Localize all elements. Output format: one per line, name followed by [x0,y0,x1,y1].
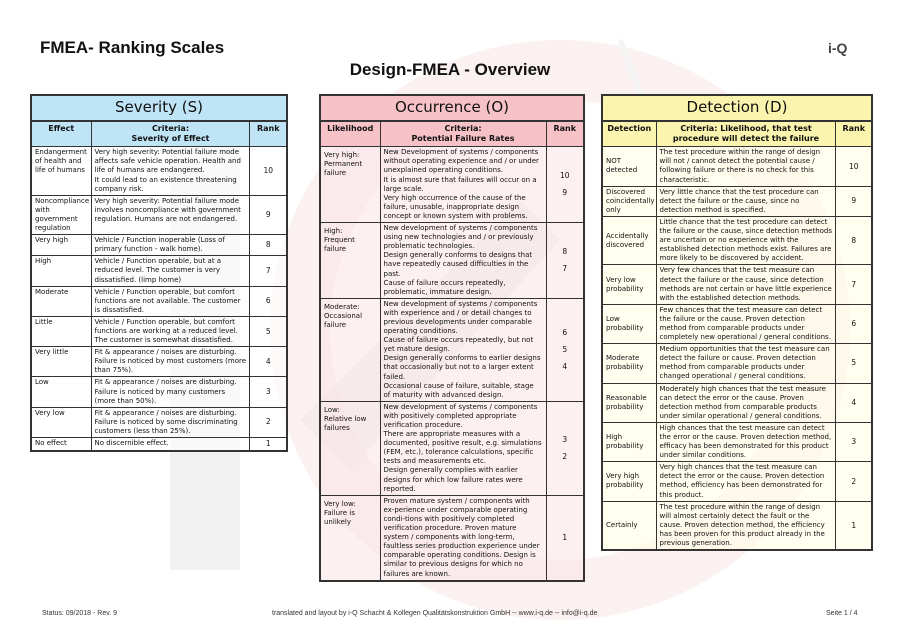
occurrence-rank-value: 3 [562,435,568,445]
severity-rank: 1 [250,438,287,451]
severity-rank: 10 [250,147,287,195]
severity-effect: Noncompliance with government regulation [31,195,91,234]
table-row [31,316,287,346]
severity-col-criteria: Criteria: Severity of Effect [91,121,250,147]
detection-criteria: Very few chances that the test measure can detect the failure or the cause, since detection methods are not certain or have little experience with the established detection methods. [656,265,836,304]
detection-criteria: Very high chances that the test measure can detect the error or the cause. Proven detection method, efficiency has been demonstrated for this product. [656,462,836,501]
occurrence-rank [546,298,584,401]
severity-effect: Little [31,316,91,346]
severity-rank: 4 [250,347,287,377]
footer-page-number: Seite 1 / 4 [826,610,858,617]
detection-level: Certainly [602,501,656,550]
table-row [602,501,872,550]
occurrence-col-rank: Rank [546,121,584,147]
detection-level: Very high probability [602,462,656,501]
table-row [320,298,584,401]
detection-level: NOT detected [602,147,656,186]
severity-effect: High [31,256,91,286]
occurrence-rank-value: 4 [562,361,568,371]
severity-col-rank: Rank [250,121,287,147]
detection-level: Very low probability [602,265,656,304]
table-row [602,344,872,383]
table-row [31,347,287,377]
detection-level: Discovered coincidentally only [602,186,656,216]
severity-criteria: Vehicle / Function operable, but comfort functions are not available. The customer is dissatisfied. [91,286,250,316]
table-row [31,256,287,286]
detection-title: Detection (D) [602,95,872,121]
footer-credit: translated and layout by i-Q Schacht & Kollegen Qualitätskonstruktion GmbH -- www.i-q.de -- info@i-q.de [272,610,598,617]
occurrence-col-criteria: Criteria: Potential Failure Rates [380,121,546,147]
occurrence-criteria: New development of systems / components with positively completed appropriate verification procedure. There are appropriate measures with a documented, positive result, e.g. simulations (FEM, etc.), tolerance calculations, specific tests and measurements etc. Design generally complies with earlier designs for which low failure rates were reported. [380,401,546,495]
occurrence-likelihood: Low: Relative low failures [320,401,380,495]
severity-col-effect: Effect [31,121,91,147]
detection-rank: 1 [836,501,872,550]
table-row [31,438,287,451]
detection-criteria: High chances that the test measure can detect the error or the cause. Proven detection method, efficacy has been demonstrated for this product under similar conditions. [656,422,836,461]
occurrence-rank-value: 8 [562,247,568,257]
detection-rank: 5 [836,344,872,383]
occurrence-rank-value: 1 [562,532,568,542]
severity-criteria: Very high severity: Potential failure mode affects safe vehicle operation. Health and life of humans are endangered. It could lead to an existence threatening company risk. [91,147,250,195]
detection-criteria: Few chances that the test measure can detect the failure or the cause. Proven detection method from comparable products under completely new operational / general conditions. [656,304,836,343]
occurrence-title: Occurrence (O) [320,95,584,121]
occurrence-rank-value: 2 [562,451,568,461]
table-row [31,377,287,407]
occurrence-rank-value: 9 [562,188,568,198]
severity-rank: 5 [250,316,287,346]
severity-title: Severity (S) [31,95,287,121]
document-title: FMEA- Ranking Scales [40,38,225,57]
severity-criteria: No discernible effect. [91,438,250,451]
severity-effect: Endangerment of health and life of humans [31,147,91,195]
severity-effect: Very high [31,235,91,256]
detection-level: Reasonable probability [602,383,656,422]
detection-criteria: Little chance that the test procedure can detect the failure or the cause, since detection methods are uncertain or no experience with the established detection methods exist. Failures are more likely to be discovered by accident. [656,216,836,264]
detection-col-rank: Rank [836,121,872,147]
detection-criteria: Very little chance that the test procedure can detect the failure or the cause, since no detection method is specified. [656,186,836,216]
severity-criteria: Fit & appearance / noises are disturbing. Failure is noticed by some discriminating customers (less than 25%). [91,407,250,437]
detection-level: Accidentally discovered [602,216,656,264]
table-row [320,495,584,580]
detection-level: Low probability [602,304,656,343]
occurrence-likelihood: Very high: Permanent failure [320,147,380,223]
occurrence-rank [546,495,584,580]
severity-criteria: Very high severity: Potential failure mode involves noncompliance with government regulation. Humans are not endangered. [91,195,250,234]
detection-criteria: The test procedure within the range of design will not / cannot detect the potential cause / following failure or there is no check for this characteristic. [656,147,836,186]
occurrence-rank-value: 5 [562,344,568,354]
occurrence-rank-value: 10 [559,171,570,181]
severity-rank: 8 [250,235,287,256]
severity-effect: Very low [31,407,91,437]
occurrence-criteria: Proven mature system / components with ex-perience under comparable operating condi-tions with positively completed verification procedure. Proven mature system / components with long-term, faultless series production experience under comparable operating conditions. Design is similar to previous designs for which no failures are known. [380,495,546,580]
severity-criteria: Fit & appearance / noises are disturbing. Failure is noticed by many customers (more than 50%). [91,377,250,407]
occurrence-rank-value: 6 [562,328,568,338]
detection-col-criteria: Criteria: Likelihood, that test procedure will detect the failure [656,121,836,147]
table-row [602,147,872,186]
detection-rank: 6 [836,304,872,343]
detection-rank: 4 [836,383,872,422]
severity-effect: Moderate [31,286,91,316]
table-row [602,186,872,216]
detection-criteria: Medium opportunities that the test measure can detect the failure or cause. Proven detection method from comparable products under changed operational / general conditions. [656,344,836,383]
detection-rank: 7 [836,265,872,304]
table-row [320,147,584,223]
occurrence-likelihood: Moderate: Occasional failure [320,298,380,401]
detection-col-detection: Detection [602,121,656,147]
occurrence-rank [546,401,584,495]
table-row [602,462,872,501]
occurrence-rank [546,223,584,299]
occurrence-table [319,94,585,582]
severity-criteria: Vehicle / Function operable, but at a reduced level. The customer is very dissatisfied. (limp home) [91,256,250,286]
severity-rank: 3 [250,377,287,407]
occurrence-likelihood: High: Frequent failure [320,223,380,299]
severity-rank: 2 [250,407,287,437]
detection-level: High probability [602,422,656,461]
detection-table [601,94,873,551]
detection-rank: 9 [836,186,872,216]
table-row [602,265,872,304]
severity-criteria: Vehicle / Function operable, but comfort functions are working at a reduced level. The customer is somewhat dissatisfied. [91,316,250,346]
table-row [602,216,872,264]
occurrence-criteria: New development of systems / components using new technologies and / or previously problematic technologies. Design generally conforms to designs that have repeatedly caused difficulties in the past. Cause of failure occurs repeatedly, problematic, immature design. [380,223,546,299]
table-row [320,223,584,299]
table-row [31,407,287,437]
table-row [31,286,287,316]
severity-effect: No effect [31,438,91,451]
footer-status: Status: 09/2018 - Rev. 9 [42,610,117,617]
severity-rank: 6 [250,286,287,316]
page-subtitle: Design-FMEA - Overview [349,60,551,79]
occurrence-likelihood: Very low: Failure is unlikely [320,495,380,580]
severity-criteria: Fit & appearance / noises are disturbing. Failure is noticed by most customers (more than 75%). [91,347,250,377]
occurrence-criteria: New development of systems / components with experience and / or detail changes to previous developments under comparable operating conditions. Cause of failure occurs repeatedly, but not yet mature design. Design generally conforms to earlier designs that occasionally but not to a larger extent failed. Occasional cause of failure, suitable, stage of maturity with advanced design. [380,298,546,401]
detection-rank: 10 [836,147,872,186]
table-row [602,304,872,343]
table-row [31,147,287,195]
table-row [31,235,287,256]
table-row [320,401,584,495]
detection-criteria: The test procedure within the range of design will almost certainly detect the fault or the cause. Proven detection method, the efficiency has been proven for this product already in the previous generation. [656,501,836,550]
severity-effect: Low [31,377,91,407]
table-row [602,383,872,422]
occurrence-col-likelihood: Likelihood [320,121,380,147]
detection-criteria: Moderately high chances that the test measure can detect the error or the cause. Proven detection method from comparable products under similar operational / general conditions. [656,383,836,422]
detection-rank: 3 [836,422,872,461]
iq-logo: i-Q [828,40,848,56]
severity-rank: 9 [250,195,287,234]
detection-level: Moderate probability [602,344,656,383]
occurrence-criteria: New Development of systems / components without operating experience and / or under unexplained operating conditions. It is almost sure that failures will occur on a large scale. Very high occurrence of the cause of the failure, unusable, inappropriate design concept or known system with problems. [380,147,546,223]
occurrence-rank [546,147,584,223]
severity-rank: 7 [250,256,287,286]
table-row [31,195,287,234]
detection-rank: 8 [836,216,872,264]
occurrence-rank-value: 7 [562,263,568,273]
severity-table [30,94,288,452]
table-row [602,422,872,461]
detection-rank: 2 [836,462,872,501]
severity-effect: Very little [31,347,91,377]
severity-criteria: Vehicle / Function inoperable (Loss of primary function - walk home). [91,235,250,256]
